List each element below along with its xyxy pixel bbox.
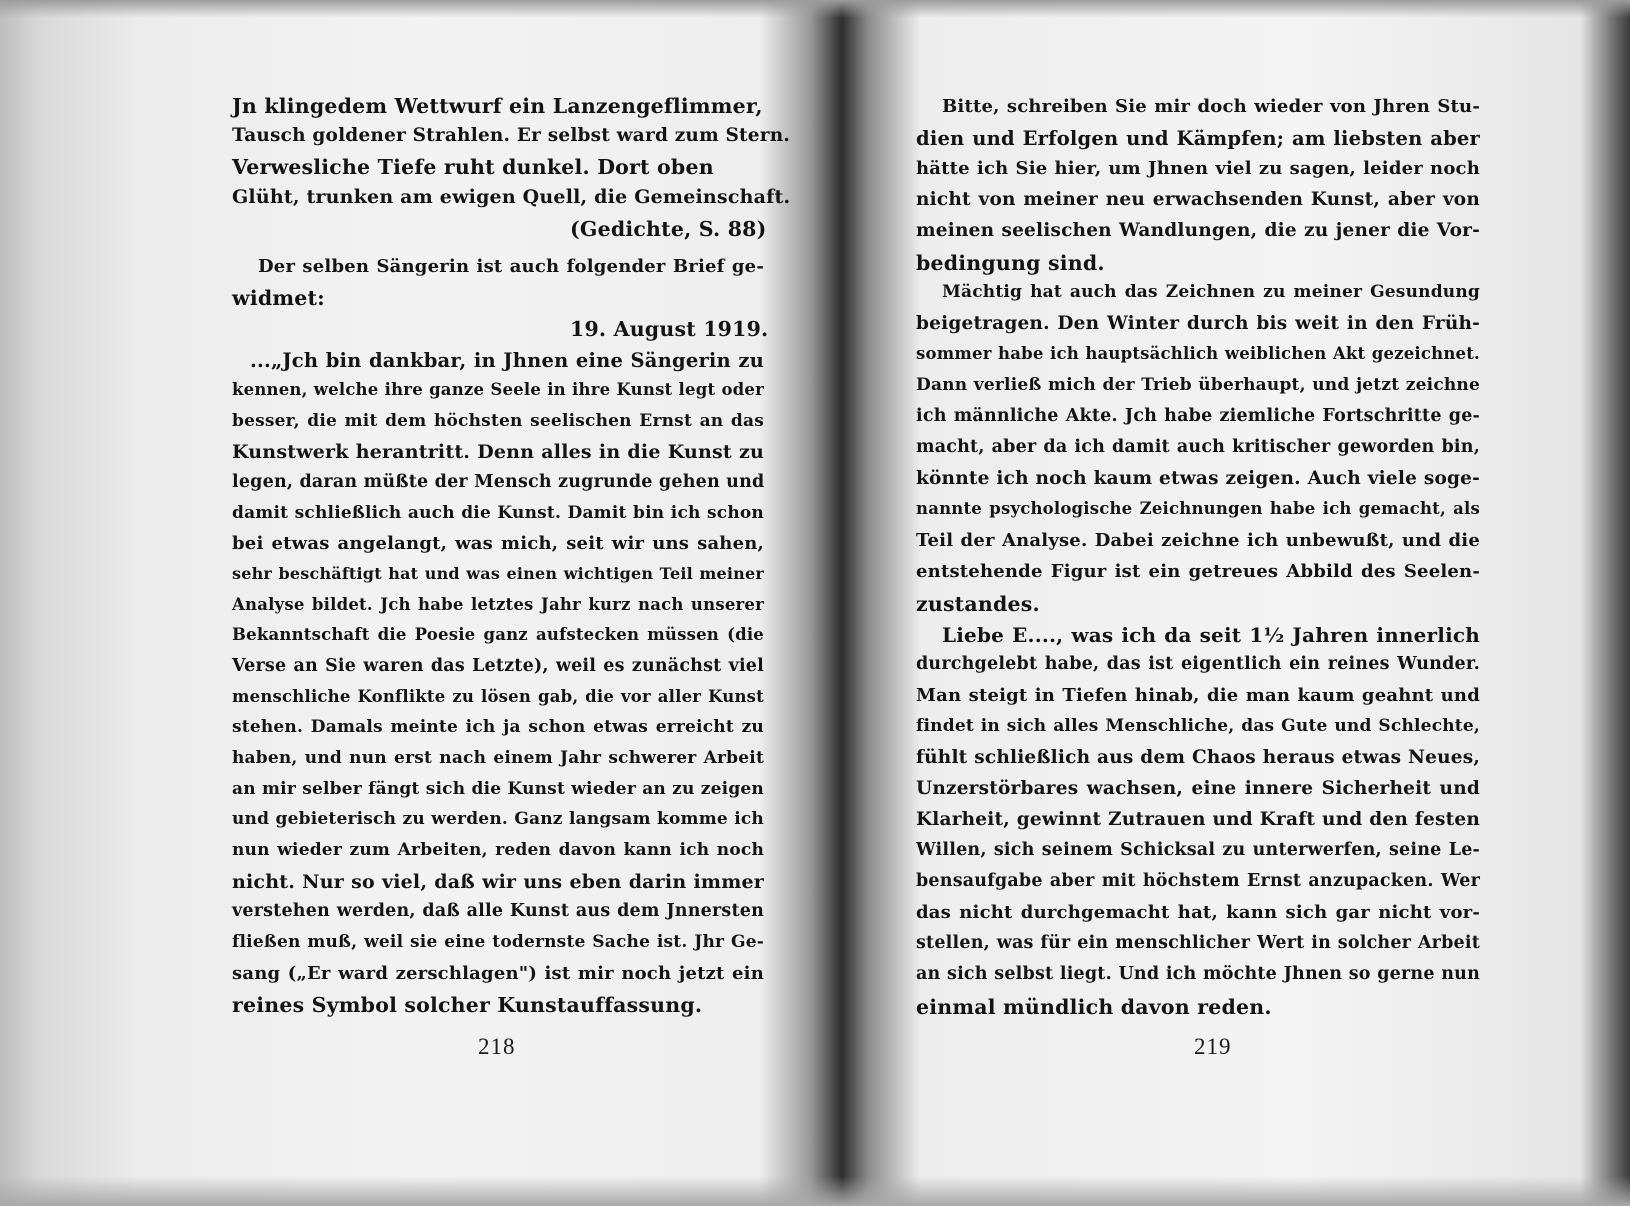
text-line: Teil der Analyse. Dabei zeichne ich unbewußt, und die [916,530,1480,551]
letter-line: stehen. Damals meinte ich ja schon etwas erreicht zu [232,717,764,737]
text-line: entstehende Figur ist ein getreues Abbild des Seelen- [916,561,1480,582]
poem-line: Glüht, trunken am ewigen Quell, die Gemeinschaft. [232,186,791,208]
text-line: dien und Erfolgen und Kämpfen; am liebsten aber [916,127,1480,150]
letter-line: nun wieder zum Arbeiten, reden davon kann ich noch [232,840,764,860]
text-line: könnte ich noch kaum etwas zeigen. Auch viele soge- [916,468,1480,489]
letter-line: Bekanntschaft die Poesie ganz aufstecken müssen (die [232,625,764,644]
text-line: Mächtig hat auch das Zeichnen zu meiner Gesundung [942,282,1480,302]
letter-line: legen, daran müßte der Mensch zugrunde gehen und [232,472,765,492]
letter-line: Analyse bildet. Jch habe letztes Jahr kurz nach unserer [232,595,764,614]
letter-line: Verse an Sie waren das Letzte), weil es zunächst viel [232,656,764,676]
letter-line: bei etwas angelangt, was mich, seit wir uns sahen, [232,533,764,554]
letter-line: damit schließlich auch die Kunst. Damit bin ich schon [232,503,764,523]
letter-line: verstehen werden, daß alle Kunst aus dem Jnnersten [232,901,764,921]
poem-citation: (Gedichte, S. 88) [570,217,767,241]
letter-line: haben, und nun erst nach einem Jahr schwerer Arbeit [232,748,764,768]
text-line: ich männliche Akte. Jch habe ziemliche Fortschritte ge- [916,406,1480,426]
text-line: Willen, sich seinem Schicksal zu unterwerfen, seine Le- [916,840,1480,860]
letter-line: sehr beschäftigt hat und was einen wichtigen Teil meiner [232,564,764,583]
text-line: Dann verließ mich der Trieb überhaupt, und jetzt zeichne [916,375,1480,395]
text-line: nannte psychologische Zeichnungen habe ich gemacht, als [916,499,1480,518]
page-number: 219 [1194,1034,1232,1059]
text-line: nicht von meiner neu erwachsenden Kunst, aber von [916,189,1480,210]
intro-line: Der selben Sängerin ist auch folgender Brief ge- [258,256,764,277]
letter-line: und gebieterisch zu werden. Ganz langsam komme ich [232,809,764,829]
text-line: bensaufgabe aber mit höchstem Ernst anzupacken. Wer [916,871,1480,891]
letter-line: menschliche Konflikte zu lösen gab, die vor aller Kunst [232,687,764,706]
letter-date: 19. August 1919. [570,317,769,341]
text-line: Unzerstörbares wachsen, eine innere Sicherheit und [916,778,1480,799]
text-line: bedingung sind. [916,251,1105,275]
text-line: Liebe E...., was ich da seit 1½ Jahren innerlich [942,623,1480,647]
text-line: Man steigt in Tiefen hinab, die man kaum geahnt und [916,685,1480,706]
text-line: an sich selbst liegt. Und ich möchte Jhnen so gerne nun [916,964,1480,984]
text-line: findet in sich alles Menschliche, das Gute und Schlechte, [916,716,1480,736]
poem-line: Jn klingedem Wettwurf ein Lanzengeflimmer, [232,94,763,118]
letter-line: reines Symbol solcher Kunstauffassung. [232,993,703,1017]
letter-line: sang („Er ward zerschlagen") ist mir noch jetzt ein [232,963,764,984]
text-line: fühlt schließlich aus dem Chaos heraus etwas Neues, [916,747,1480,768]
text-line: Bitte, schreiben Sie mir doch wieder von Jhren Stu- [942,96,1480,117]
right-page [850,0,1630,1206]
letter-line: fließen muß, weil sie eine todernste Sache ist. Jhr Ge- [232,932,764,952]
poem-line: Verwesliche Tiefe ruht dunkel. Dort oben [232,155,714,179]
letter-line: ...„Jch bin dankbar, in Jhnen eine Sängerin zu [250,349,764,372]
letter-line: nicht. Nur so viel, daß wir uns eben darin immer [232,871,764,893]
text-line: Klarheit, gewinnt Zutrauen und Kraft und den festen [916,809,1480,830]
text-line: macht, aber da ich damit auch kritischer geworden bin, [916,437,1480,457]
text-line: beigetragen. Den Winter durch bis weit in den Früh- [916,313,1480,334]
text-line: meinen seelischen Wandlungen, die zu jener die Vor- [916,220,1480,241]
page-number: 218 [478,1034,516,1059]
text-line: das nicht durchgemacht hat, kann sich gar nicht vor- [916,902,1480,923]
letter-line: besser, die mit dem höchsten seelischen Ernst an das [232,411,764,431]
left-page [0,0,800,1206]
text-line: stellen, was für ein menschlicher Wert in solcher Arbeit [916,933,1480,953]
text-line: einmal mündlich davon reden. [916,995,1272,1019]
text-line: sommer habe ich hauptsächlich weiblichen Akt gezeichnet. [916,344,1480,363]
letter-line: kennen, welche ihre ganze Seele in ihre Kunst legt oder [232,380,764,399]
poem-line: Tausch goldener Strahlen. Er selbst ward zum Stern. [232,125,791,146]
letter-line: Kunstwerk herantritt. Denn alles in die Kunst zu [232,441,764,463]
text-line: durchgelebt habe, das ist eigentlich ein reines Wunder. [916,654,1480,674]
intro-line: widmet: [232,286,325,310]
letter-line: an mir selber fängt sich die Kunst wieder an zu zeigen [232,779,764,799]
text-line: hätte ich Sie hier, um Jhnen viel zu sagen, leider noch [916,158,1480,179]
text-line: zustandes. [916,592,1040,616]
